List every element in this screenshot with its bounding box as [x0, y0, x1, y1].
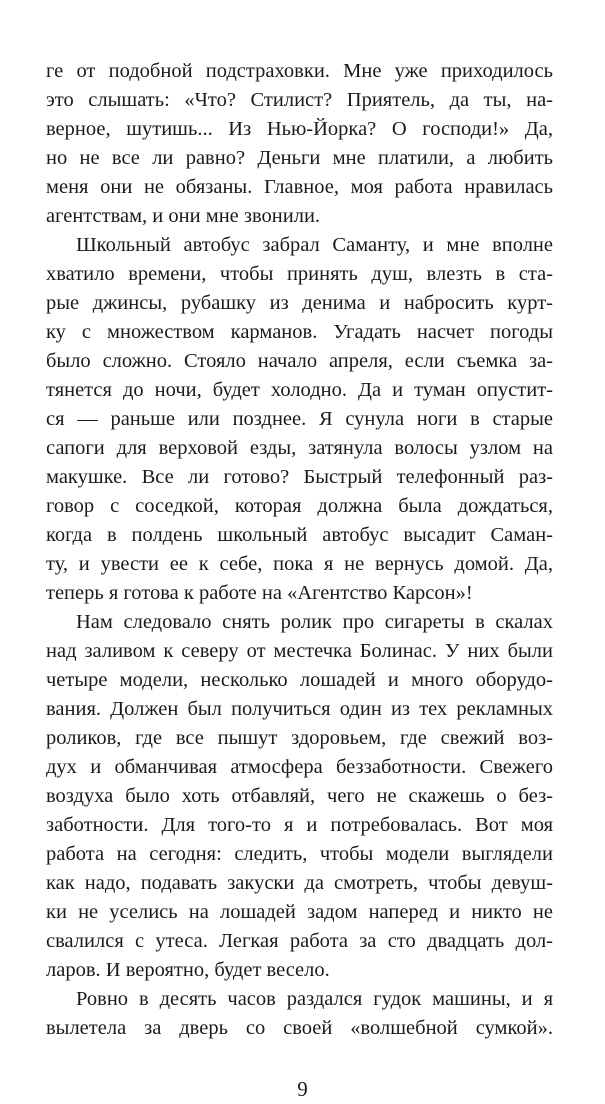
text-line: было сложно. Стояло начало апреля, если съемка за- — [46, 350, 553, 372]
text-line: работа на сегодня: следить, чтобы модели выглядели — [46, 843, 553, 865]
text-line: сапоги для верховой езды, затянула волосы узлом на — [46, 437, 553, 459]
text-line: как надо, подавать закуски да смотреть, чтобы девуш- — [46, 872, 553, 894]
text-line: роликов, где все пышут здоровьем, где свежий воз- — [46, 727, 553, 749]
text-line: это слышать: «Что? Стилист? Приятель, да ты, на- — [46, 89, 553, 111]
text-line: ся — раньше или позднее. Я сунула ноги в старые — [46, 408, 553, 430]
text-line: меня они не обязаны. Главное, моя работа нравилась — [46, 176, 553, 198]
text-line: над заливом к северу от местечка Болинас. У них были — [46, 640, 553, 662]
text-line: Ровно в десять часов раздался гудок машины, и я — [76, 988, 553, 1010]
text-line: вания. Должен был получиться один из тех рекламных — [46, 698, 553, 720]
text-line: ки не уселись на лошадей задом наперед и никто не — [46, 901, 553, 923]
text-line: ку с множеством карманов. Угадать насчет погоды — [46, 321, 553, 343]
text-line: макушке. Все ли готово? Быстрый телефонный раз- — [46, 466, 553, 488]
text-line: Школьный автобус забрал Саманту, и мне вполне — [76, 234, 553, 256]
text-line: Нам следовало снять ролик про сигареты в скалах — [76, 611, 553, 633]
text-line: говор с соседкой, которая должна была дождаться, — [46, 495, 553, 517]
text-line: свалился с утеса. Легкая работа за сто двадцать дол- — [46, 930, 553, 952]
text-line: ге от подобной подстраховки. Мне уже приходилось — [46, 60, 553, 82]
page-number: 9 — [297, 1077, 308, 1101]
text-line: верное, шутишь... Из Нью-Йорка? О господи!» Да, — [46, 118, 553, 140]
text-line: дух и обманчивая атмосфера беззаботности. Свежего — [46, 756, 553, 778]
text-line: агентствам, и они мне звонили. — [46, 205, 321, 227]
text-line: заботности. Для того-то я и потребовалась. Вот моя — [46, 814, 553, 836]
text-line: когда в полдень школьный автобус высадит Саман- — [46, 524, 553, 546]
text-line: теперь я готова к работе на «Агентство Карсон»! — [46, 582, 473, 604]
text-line: воздуха было хоть отбавляй, чего не скажешь о без- — [46, 785, 553, 807]
text-line: ларов. И вероятно, будет весело. — [46, 959, 330, 981]
text-line: вылетела за дверь со своей «волшебной сумкой». — [46, 1017, 553, 1039]
text-line: но не все ли равно? Деньги мне платили, а любить — [46, 147, 553, 169]
text-line: тянется до ночи, будет холодно. Да и туман опустит- — [46, 379, 553, 401]
text-line: хватило времени, чтобы принять душ, влезть в ста- — [46, 263, 553, 285]
text-line: четыре модели, несколько лошадей и много оборудо- — [46, 669, 553, 691]
text-line: рые джинсы, рубашку из денима и набросить курт- — [46, 292, 553, 314]
text-line: ту, и увести ее к себе, пока я не вернусь домой. Да, — [46, 553, 553, 575]
